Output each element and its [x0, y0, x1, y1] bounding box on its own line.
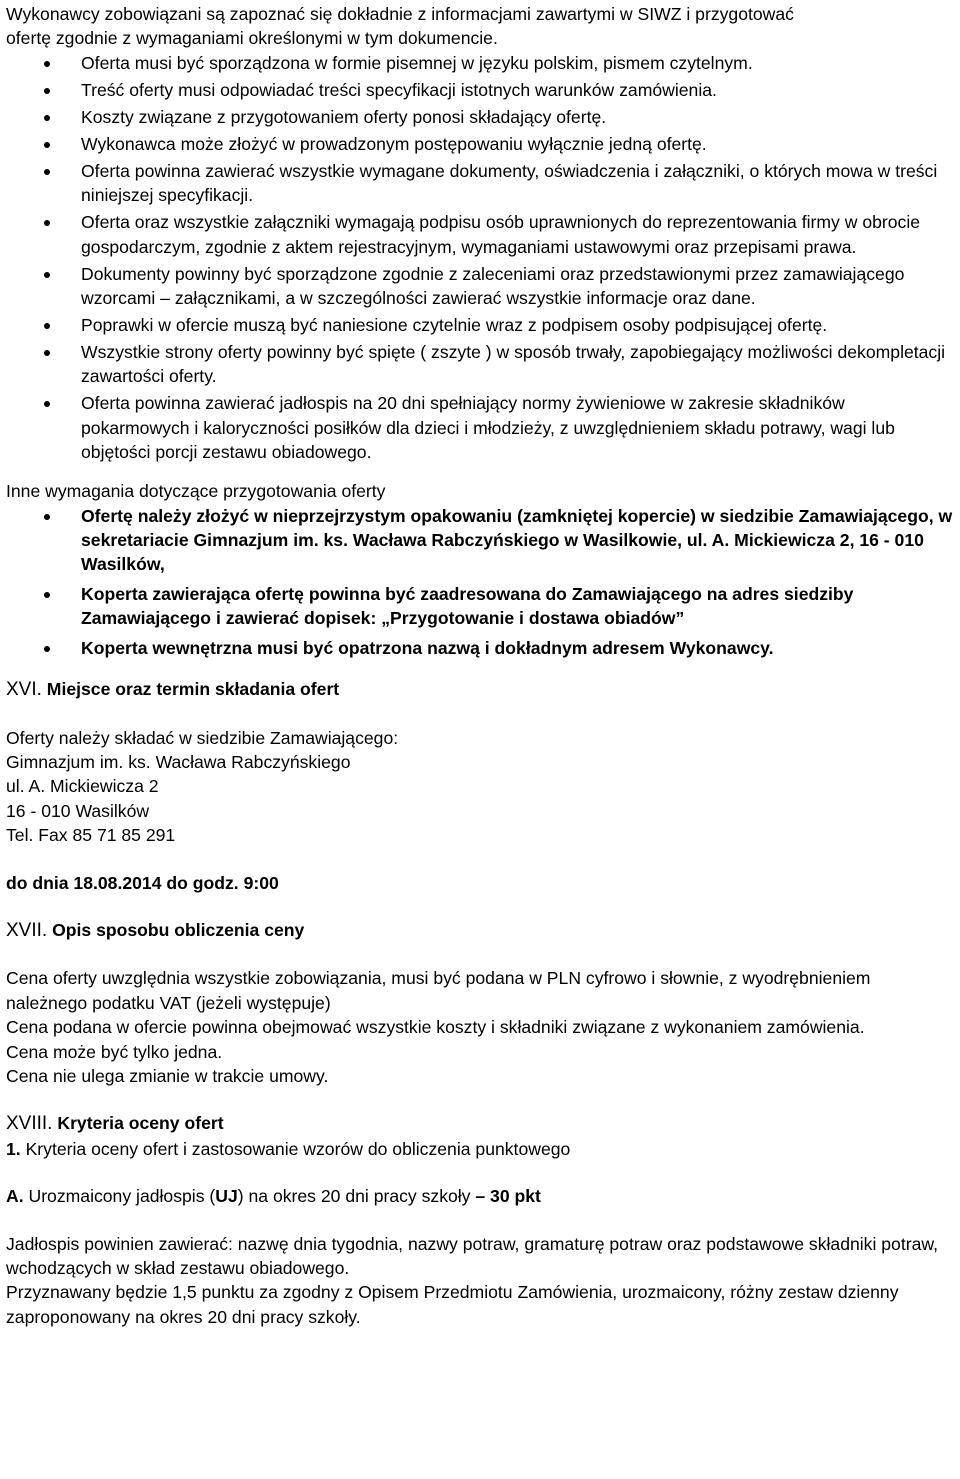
list-item: Wykonawca może złożyć w prowadzonym postępowaniu wyłącznie jedną ofertę.	[6, 132, 956, 156]
list-item: Poprawki w ofercie muszą być naniesione czytelnie wraz z podpisem osoby podpisującej ofertę.	[6, 313, 956, 337]
section-number: XVIII.	[6, 1113, 53, 1135]
intro-line-1: Wykonawcy zobowiązani są zapoznać się dokładnie z informacjami zawartymi w SIWZ i przygotować	[6, 4, 794, 24]
price-paragraph: Cena nie ulega zmianie w trakcie umowy.	[6, 1065, 329, 1086]
offer-requirements-list	[6, 51, 956, 465]
section-number: XVII.	[6, 919, 48, 941]
list-item-text: Koperta zawierająca ofertę powinna być zaadresowana do Zamawiającego na adres siedziby Zamawiającego i zawierać dopisek:	[81, 583, 854, 629]
section-title: Opis sposobu obliczenia ceny	[47, 919, 305, 940]
section-16-heading	[6, 677, 956, 702]
address-line: Tel. Fax 85 71 85 291	[6, 825, 176, 846]
section-number: XVI.	[6, 679, 42, 701]
intro-line-2: ofertę zgodnie z wymaganiami określonymi w tym dokumencie.	[6, 28, 498, 49]
section-title: Kryteria oceny ofert	[52, 1113, 224, 1134]
criterion-letter: A.	[6, 1186, 24, 1207]
address-line: Oferty należy składać w siedzibie Zamawiającego:	[6, 727, 399, 748]
envelope-label: „Przygotowanie i dostawa obiadów”	[381, 608, 685, 629]
criterion-points: – 30 pkt	[475, 1186, 541, 1207]
price-paragraph: Cena podana w ofercie powinna obejmować wszystkie koszty i składniki związane z wykonaniem zamówienia.	[6, 1017, 865, 1038]
list-item: Ofertę należy złożyć w nieprzejrzystym opakowaniu (zamkniętej kopercie) w siedzibie Zamawiającego, w sekretariacie Gimnazjum im. ks. Wacława Rabczyńskiego w Wasilkowie, ul. A. Mickiewicza 2, 16 - 010 Wasilków,	[6, 504, 956, 577]
list-item: Koperta wewnętrzna musi być opatrzona nazwą i dokładnym adresem Wykonawcy.	[6, 636, 956, 660]
deadline: do dnia 18.08.2014 do godz. 9:00	[6, 872, 279, 893]
document-page	[6, 2, 956, 1329]
list-item: Treść oferty musi odpowiadać treści specyfikacji istotnych warunków zamówienia.	[6, 78, 956, 102]
envelope-requirements-list	[6, 504, 956, 660]
list-item: Dokumenty powinny być sporządzone zgodnie z zaleceniami oraz przedstawionymi przez zamawiającego wzorcami – załącznikami, a w szczególności zawierać wszystkie informacje oraz dane.	[6, 262, 956, 311]
list-item	[6, 582, 956, 631]
address-line: ul. A. Mickiewicza 2	[6, 776, 159, 797]
sub-number: 1.	[6, 1138, 21, 1159]
criteria-subheading	[6, 1137, 956, 1161]
address-line: Gimnazjum im. ks. Wacława Rabczyńskiego	[6, 751, 351, 772]
address-line: 16 - 010 Wasilków	[6, 800, 150, 821]
section-title: Miejsce oraz termin składania ofert	[41, 679, 340, 700]
section-18-heading	[6, 1111, 956, 1136]
sub-text: Kryteria oceny ofert i zastosowanie wzorów do obliczenia punktowego	[20, 1138, 571, 1159]
criterion-code: UJ	[215, 1186, 238, 1207]
section-17-heading	[6, 918, 956, 943]
criterion-text: Urozmaicony jadłospis (	[23, 1186, 216, 1207]
list-item: Oferta musi być sporządzona w formie pisemnej w języku polskim, pismem czytelnym.	[6, 51, 956, 75]
price-paragraph: Cena może być tylko jedna.	[6, 1041, 223, 1062]
list-item: Oferta powinna zawierać wszystkie wymagane dokumenty, oświadczenia i załączniki, o których mowa w treści niniejszej specyfikacji.	[6, 159, 956, 208]
criterion-text: ) na okres 20 dni pracy szkoły	[237, 1186, 476, 1207]
list-item: Wszystkie strony oferty powinny być spięte ( zszyte ) w sposób trwały, zapobiegający możliwości dekompletacji zawartości oferty.	[6, 340, 956, 389]
criterion-a	[6, 1184, 956, 1208]
list-item: Oferta oraz wszystkie załączniki wymagają podpisu osób uprawnionych do reprezentowania firmy w obrocie gospodarczym, zgodnie z aktem rejestracyjnym, wymaganiami ustawowymi oraz przepisami prawa.	[6, 210, 956, 259]
scoring-paragraph: Przyznawany będzie 1,5 punktu za zgodny z Opisem Przedmiotu Zamówienia, urozmaicony, różny zestaw dzienny zaproponowany na okres 20 dni pracy szkoły.	[6, 1282, 899, 1327]
price-paragraph: Cena oferty uwzględnia wszystkie zobowiązania, musi być podana w PLN cyfrowo i słownie, z wyodrębnieniem należnego podatku VAT (jeżeli występuje)	[6, 968, 871, 1013]
list-item: Oferta powinna zawierać jadłospis na 20 dni spełniający normy żywieniowe w zakresie składników pokarmowych i kaloryczności posiłków dla dzieci i młodzieży, z uwzględnieniem składu potrawy, wagi lub objętości porcji zestawu obiadowego.	[6, 391, 956, 464]
list-item: Koszty związane z przygotowaniem oferty ponosi składający ofertę.	[6, 105, 956, 129]
menu-paragraph: Jadłospis powinien zawierać: nazwę dnia tygodnia, nazwy potraw, gramaturę potraw oraz podstawowe składniki potraw, wchodzących w skład zestawu obiadowego.	[6, 1233, 938, 1278]
other-requirements-heading: Inne wymagania dotyczące przygotowania oferty	[6, 481, 386, 502]
